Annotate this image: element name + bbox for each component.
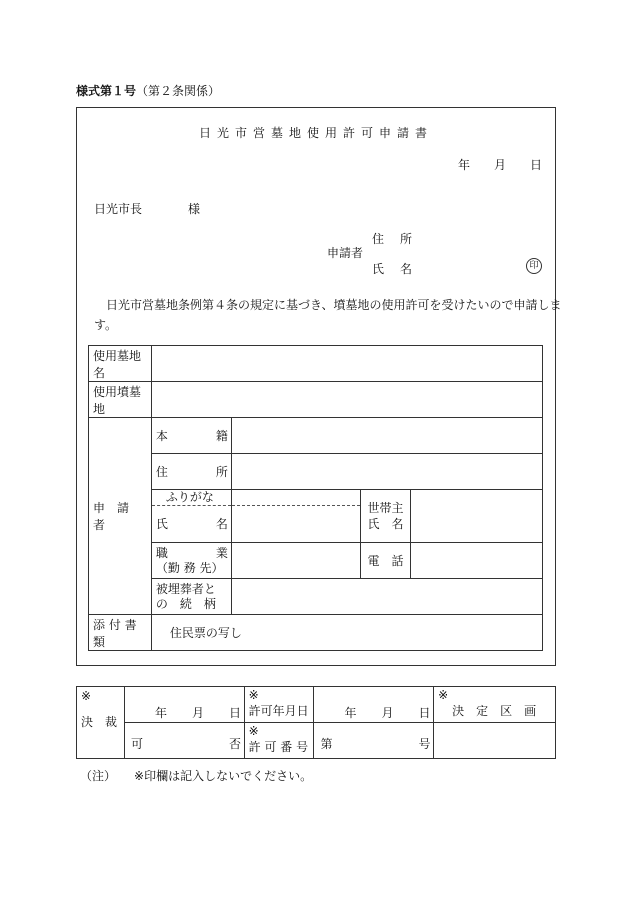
decision-date-cell[interactable]: 年 月 日 [124,687,244,723]
address-field[interactable] [231,454,542,490]
body-text-line2: す。 [94,318,118,332]
applicant-label: 申請者 [327,246,364,260]
name-field-cell[interactable] [231,490,361,543]
permit-date-label: ※ 許可年月日 [244,687,314,723]
occupation-field[interactable] [231,543,361,579]
decision-label: 決 裁 [81,715,118,729]
cemetery-name-field[interactable] [151,346,542,382]
addressee: 日光市長 [94,202,143,216]
relation-field[interactable] [231,579,542,615]
furigana-field[interactable] [232,490,361,505]
permit-number-label: ※ 許 可 番 号 [244,723,314,759]
decision-label-cell [77,687,125,759]
permit-number-cell[interactable]: 第 号 [314,723,434,759]
attachments-value: 住民票の写し [151,615,542,651]
furigana-name-label-cell [151,490,231,543]
decision-table [76,686,556,759]
relation-label: 被埋葬者と の 続 柄 [151,579,231,615]
name-label: 氏 名 [152,505,231,542]
decided-plot-label: ※ 決 定 区 画 [434,687,556,723]
phone-label: 電 話 [361,543,411,579]
address-label: 住 所 [151,454,231,490]
applicant-address-label: 住 所 [372,232,415,246]
permit-date-cell[interactable]: 年 月 日 [314,687,434,723]
form-number-label: 様式第１号（第２条関係） [76,84,221,98]
household-head-field[interactable] [411,490,543,543]
honorific: 様 [188,202,201,216]
household-head-label: 世帯主 氏 名 [361,490,411,543]
phone-field[interactable] [411,543,543,579]
decided-plot-field[interactable] [434,723,556,759]
furigana-label: ふりがな [165,490,214,504]
attachments-label: 添 付 書 類 [89,615,152,651]
grave-plot-field[interactable] [151,382,542,418]
approve-deny-cell[interactable] [124,723,244,759]
cemetery-name-label: 使用墓地名 [89,346,152,382]
deny-label: 否 [228,736,241,751]
decision-mark: ※ [81,689,92,703]
domicile-field[interactable] [231,418,542,454]
application-table [88,345,543,651]
occupation-label: 職 業 （勤 務 先） [151,543,231,579]
date-year: 年 [458,158,471,172]
domicile-label: 本 籍 [151,418,231,454]
body-text-line1: 日光市営墓地条例第４条の規定に基づき、墳墓地の使用許可を受けたいので申請しま [106,298,562,312]
date-month: 月 [494,158,507,172]
applicant-name-label: 氏 名 [372,262,415,276]
name-field[interactable] [232,505,361,542]
grave-plot-label: 使用墳墓地 [89,382,152,418]
approve-label: 可 [130,736,143,751]
date-day: 日 [530,158,543,172]
seal-mark: 印 [526,258,542,274]
footnote: （注） ※印欄は記入しないでください。 [80,769,313,783]
applicant-section-label: 申 請 者 [89,418,152,615]
document-title: 日光市営墓地使用許可申請書 [198,126,433,140]
